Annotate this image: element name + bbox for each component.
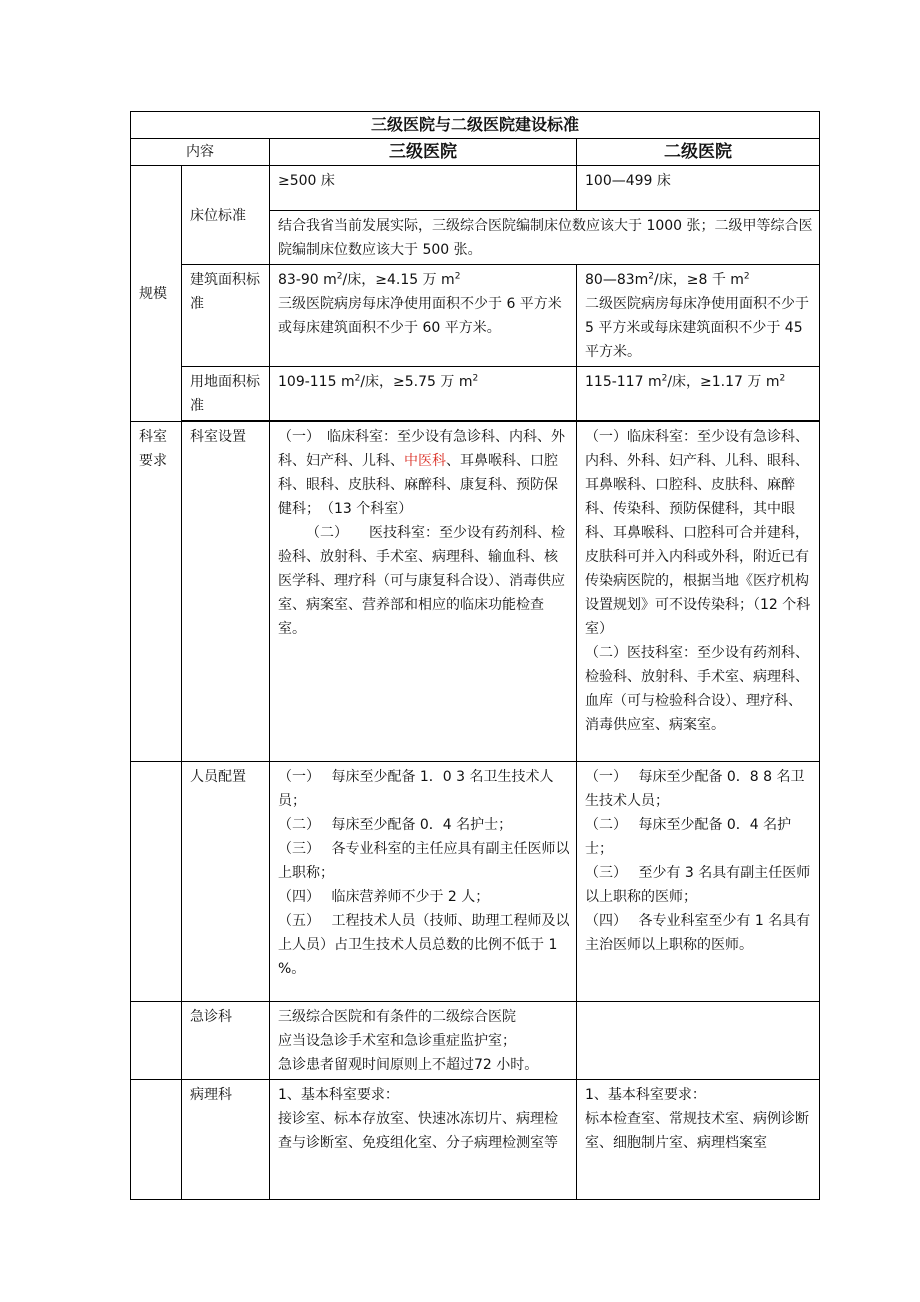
setup-tier2-clinical: （一）临床科室：至少设有急诊科、内科、外科、妇产科、儿科、眼科、耳鼻喉科、口腔科、皮肤科、麻醉科、传染科、预防保健科，其中眼科、耳鼻喉科、口腔科可合并建科，皮肤科可并入内科或外科，附近已有传染病医院的，根据当地《医疗机构设置规划》可不设传染科；（12 个科室） bbox=[585, 429, 811, 637]
setup-tier3 bbox=[270, 422, 577, 762]
row-label-staff: 人员配置 bbox=[182, 762, 270, 1002]
pathology-tier3-body: 接诊室、标本存放室、快速冰冻切片、病理检查与诊断室、免疫组化室、分子病理检测室等 bbox=[278, 1111, 558, 1151]
land-tier3: 109-115 $m^2/$床，≥5.75 万 $m^2$ bbox=[270, 367, 577, 421]
building-tier2 bbox=[577, 265, 820, 367]
beds-note: 结合我省当前发展实际，三级综合医院编制床位数应该大于 1000 张；二级甲等综合医院编制床位数应该大于 500 张。 bbox=[270, 211, 820, 265]
staff-tier3-item: （一） 每床至少配备 1．0 3 名卫生技术人员； bbox=[278, 769, 554, 809]
row-label-building: 建筑面积标准 bbox=[182, 265, 270, 367]
staff-tier3-item: （二） 每床至少配备 0．4 名护士； bbox=[278, 817, 513, 833]
emergency-line: 三级综合医院和有条件的二级综合医院 bbox=[278, 1009, 516, 1025]
emergency-line: 急诊患者留观时间原则上不超过72 小时。 bbox=[278, 1057, 539, 1073]
category-empty-staff bbox=[131, 762, 182, 1002]
setup-tier2-medtech: （二）医技科室：至少设有药剂科、检验科、放射科、手术室、病理科、血库（可与检验科合设）、理疗科、消毒供应室、病案室。 bbox=[585, 645, 809, 733]
pathology-tier3 bbox=[270, 1080, 577, 1200]
staff-tier3 bbox=[270, 762, 577, 1002]
category-dept: 科室要求 bbox=[131, 422, 182, 762]
header-tier2: 二级医院 bbox=[577, 139, 820, 166]
staff-tier3-item: （四） 临床营养师不少于 2 人； bbox=[278, 889, 490, 905]
building-tier2-desc: 二级医院病房每床净使用面积不少于 5 平方米或每床建筑面积不少于 45 平方米。 bbox=[585, 296, 809, 360]
building-tier3 bbox=[270, 265, 577, 367]
category-empty-emergency bbox=[131, 1002, 182, 1080]
emergency-tier3 bbox=[270, 1002, 577, 1080]
land-tier2: 115-117 $m^2/$床，≥1.17 万 $m^2$ bbox=[577, 367, 820, 421]
staff-tier2-item: （一） 每床至少配备 0．8 8 名卫生技术人员； bbox=[585, 769, 805, 809]
setup-tier3-clinical: （一） 临床科室：至少设有急诊科、内科、外科、妇产科、儿科、中医科、耳鼻喉科、口腔科、眼科、皮肤科、麻醉科、康复科、预防保健科； （13 个科室） bbox=[278, 429, 565, 517]
category-scale: 规模 bbox=[131, 166, 182, 422]
setup-tier3-medtech: （二） 医技科室：至少设有药剂科、检验科、放射科、手术室、病理科、输血科、核医学科、理疗科（可与康复科合设）、消毒供应室、病案室、营养部和相应的临床功能检查室。 bbox=[278, 525, 565, 637]
highlight-tcm: 中医科 bbox=[404, 453, 446, 469]
header-content: 内容 bbox=[131, 139, 270, 166]
staff-tier3-item: （三） 各专业科室的主任应具有副主任医师以上职称； bbox=[278, 841, 570, 881]
row-label-setup: 科室设置 bbox=[182, 422, 270, 762]
table-title: 三级医院与二级医院建设标准 bbox=[131, 112, 820, 139]
beds-tier3: ≥500 床 bbox=[270, 166, 577, 211]
building-tier2-figure: $80—83m^2/$床，≥8 千 $m^2$ bbox=[585, 271, 750, 288]
staff-tier2 bbox=[577, 762, 820, 1002]
header-tier3: 三级医院 bbox=[270, 139, 577, 166]
staff-tier2-item: （二） 每床至少配备 0．4 名护士； bbox=[585, 817, 792, 857]
setup-tier2 bbox=[577, 422, 820, 762]
building-tier3-figure: 83-90 $m^2/$床，≥4.15 万 $m^2$ bbox=[278, 271, 461, 288]
emergency-tier2 bbox=[577, 1002, 820, 1080]
building-tier3-desc: 三级医院病房每床净使用面积不少于 6 平方米或每床建筑面积不少于 60 平方米。 bbox=[278, 296, 562, 336]
pathology-tier2-title: 1、基本科室要求： bbox=[585, 1087, 706, 1103]
staff-tier2-item: （四） 各专业科室至少有 1 名具有主治医师以上职称的医师。 bbox=[585, 913, 811, 953]
staff-tier2-item: （三） 至少有 3 名具有副主任医师以上职称的医师； bbox=[585, 865, 811, 905]
staff-tier3-item: （五） 工程技术人员（技师、助理工程师及以上人员）占卫生技术人员总数的比例不低于 1 %。 bbox=[278, 913, 570, 977]
category-empty-pathology bbox=[131, 1080, 182, 1200]
row-label-emergency: 急诊科 bbox=[182, 1002, 270, 1080]
pathology-tier3-title: 1、基本科室要求： bbox=[278, 1087, 399, 1103]
pathology-tier2-body: 标本检查室、常规技术室、病例诊断室、细胞制片室、病理档案室 bbox=[585, 1111, 809, 1151]
emergency-line: 应当设急诊手术室和急诊重症监护室； bbox=[278, 1033, 516, 1049]
standards-table bbox=[130, 111, 820, 1200]
beds-tier2: 100—499 床 bbox=[577, 166, 820, 211]
pathology-tier2 bbox=[577, 1080, 820, 1200]
row-label-pathology: 病理科 bbox=[182, 1080, 270, 1200]
row-label-land: 用地面积标准 bbox=[182, 367, 270, 421]
row-label-beds: 床位标准 bbox=[182, 166, 270, 265]
